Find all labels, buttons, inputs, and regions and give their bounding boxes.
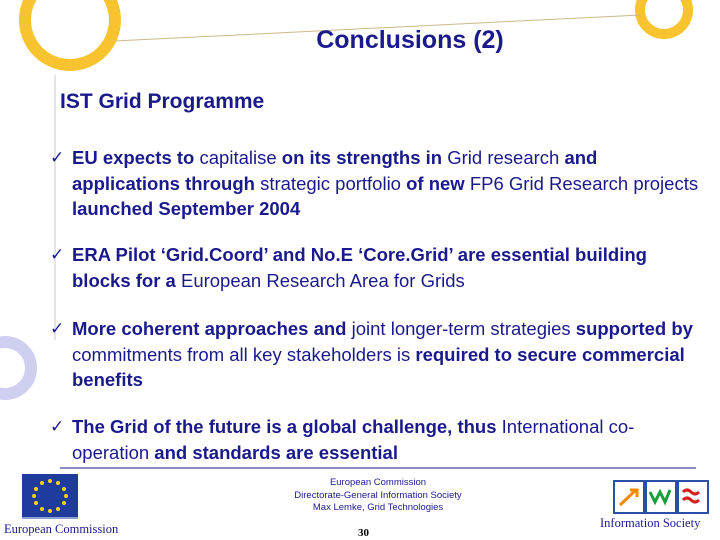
- footer-line-3: Max Lemke, Grid Technologies: [312, 502, 444, 513]
- footer-line-2: Directorate-General Information Society: [294, 489, 462, 501]
- bullet-item: [50, 414, 700, 465]
- bullet-text: ERA Pilot ‘Grid.Coord’ and No.E ‘Core.Grid’ are essential building blocks for a European Research Area for Grids: [72, 244, 647, 291]
- slide-title: Conclusions (2): [316, 26, 504, 54]
- footer-credits: [0, 477, 720, 515]
- information-society-label: Information Society: [600, 516, 701, 530]
- bullet-item: [50, 316, 700, 393]
- section-subtitle: IST Grid Programme: [60, 90, 265, 113]
- lavender-ring-left: [0, 342, 31, 394]
- page-number: 30: [358, 527, 369, 539]
- checkmark-icon: ✓: [50, 319, 65, 338]
- bullet-text: EU expects to capitalise on its strengths in Grid research and applications through strategic portfolio of new FP6 Grid Research projects launched September 2004: [72, 147, 699, 219]
- checkmark-icon: ✓: [50, 148, 65, 167]
- checkmark-icon: ✓: [50, 245, 65, 264]
- bullet-item: [50, 242, 700, 293]
- bullet-item: [50, 145, 700, 222]
- european-commission-label: European Commission: [4, 522, 119, 536]
- bullet-text: More coherent approaches and joint longer-term strategies supported by commitments from all key stakeholders is required to secure commercial benefits: [72, 318, 693, 390]
- bullet-text: The Grid of the future is a global challenge, thus International co-operation and standards are essential: [72, 416, 635, 463]
- footer-line-1: European Commission: [329, 477, 427, 488]
- checkmark-icon: ✓: [50, 417, 65, 436]
